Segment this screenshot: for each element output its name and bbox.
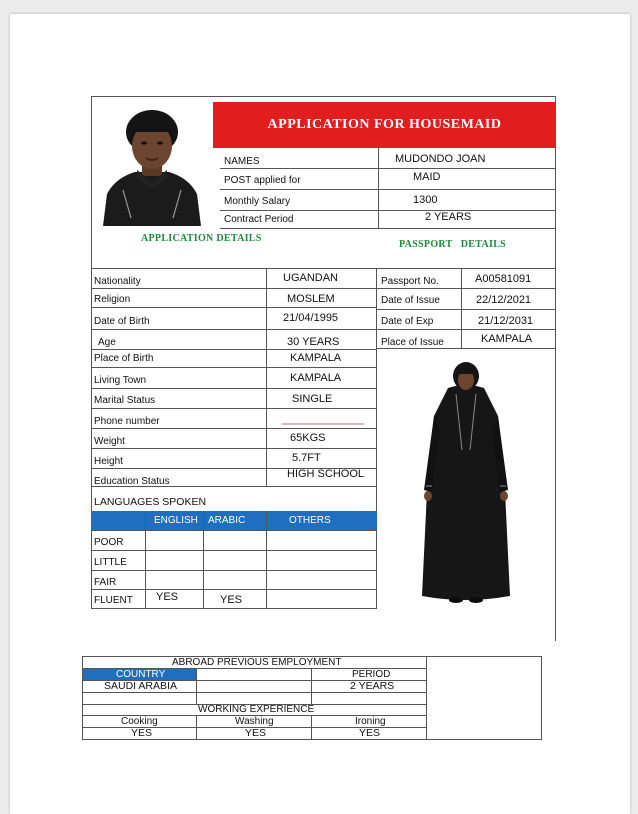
passport-no-value: A00581091	[475, 273, 532, 285]
religion-label: Religion	[94, 294, 131, 305]
names-value: MUDONDO JOAN	[395, 153, 486, 165]
post-applied-label: POST applied for	[224, 175, 301, 186]
education-status-value: HIGH SCHOOL	[287, 468, 365, 480]
languages-heading: LANGUAGES SPOKEN	[94, 496, 207, 508]
country-header: COUNTRY	[116, 669, 166, 680]
lang-col-english: ENGLISH	[154, 515, 198, 526]
contract-period-value: 2 YEARS	[425, 211, 472, 223]
working-experience-heading: WORKING EXPERIENCE	[198, 704, 315, 715]
phone-number-label: Phone number	[94, 416, 160, 427]
education-status-label: Education Status	[94, 476, 170, 487]
monthly-salary-value: 1300	[413, 194, 438, 206]
date-of-birth-label: Date of Birth	[94, 316, 150, 327]
experience-col-ironing: Ironing	[355, 716, 386, 727]
contract-period-label: Contract Period	[224, 214, 294, 225]
application-title-banner: APPLICATION FOR HOUSEMAID	[213, 102, 556, 148]
fluent-arabic-value: YES	[220, 594, 243, 606]
fluent-english-value: YES	[156, 591, 179, 603]
place-of-issue-label: Place of Issue	[381, 337, 444, 348]
lang-col-others: OTHERS	[289, 515, 331, 526]
lang-level-fluent: FLUENT	[94, 595, 133, 606]
living-town-label: Living Town	[94, 375, 147, 386]
application-details-heading: APPLICATION DETAILS	[141, 233, 262, 244]
weight-label: Weight	[94, 436, 125, 447]
place-of-birth-label: Place of Birth	[94, 353, 154, 364]
marital-status-value: SINGLE	[292, 393, 333, 405]
experience-washing-value: YES	[245, 727, 267, 739]
weight-value: 65KGS	[290, 432, 326, 444]
period-header: PERIOD	[352, 669, 391, 680]
nationality-value: UGANDAN	[283, 272, 339, 284]
lang-col-arabic: ARABIC	[208, 515, 246, 526]
living-town-value: KAMPALA	[290, 372, 342, 384]
abroad-employment-heading: ABROAD PREVIOUS EMPLOYMENT	[172, 657, 342, 668]
applicant-full-length-photo	[418, 360, 514, 606]
phone-number-redaction	[282, 423, 364, 425]
height-value: 5.7FT	[292, 452, 321, 464]
lang-level-little: LITTLE	[94, 557, 127, 568]
lang-level-poor: POOR	[94, 537, 124, 548]
monthly-salary-label: Monthly Salary	[224, 196, 291, 207]
passport-no-label: Passport No.	[381, 276, 439, 287]
post-applied-value: MAID	[413, 171, 441, 183]
applicant-portrait-photo	[93, 98, 211, 226]
religion-value: MOSLEM	[287, 293, 335, 305]
marital-status-label: Marital Status	[94, 395, 156, 406]
lang-level-fair: FAIR	[94, 577, 117, 588]
abroad-period-value: 2 YEARS	[350, 680, 395, 692]
age-label: Age	[98, 337, 116, 348]
passport-details-heading: PASSPORT DETAILS	[399, 239, 507, 250]
date-of-birth-value: 21/04/1995	[283, 312, 339, 324]
experience-cooking-value: YES	[131, 727, 153, 739]
date-of-issue-value: 22/12/2021	[476, 294, 532, 306]
date-of-issue-label: Date of Issue	[381, 295, 440, 306]
nationality-label: Nationality	[94, 276, 141, 287]
abroad-country-value: SAUDI ARABIA	[104, 680, 177, 692]
experience-ironing-value: YES	[359, 727, 381, 739]
experience-col-washing: Washing	[235, 716, 274, 727]
names-label: NAMES	[224, 156, 260, 167]
age-value: 30 YEARS	[287, 336, 340, 348]
height-label: Height	[94, 456, 123, 467]
experience-col-cooking: Cooking	[121, 716, 158, 727]
date-of-exp-label: Date of Exp	[381, 316, 434, 327]
place-of-issue-value: KAMPALA	[481, 333, 533, 345]
date-of-exp-value: 21/12/2031	[478, 315, 534, 327]
place-of-birth-value: KAMPALA	[290, 352, 342, 364]
